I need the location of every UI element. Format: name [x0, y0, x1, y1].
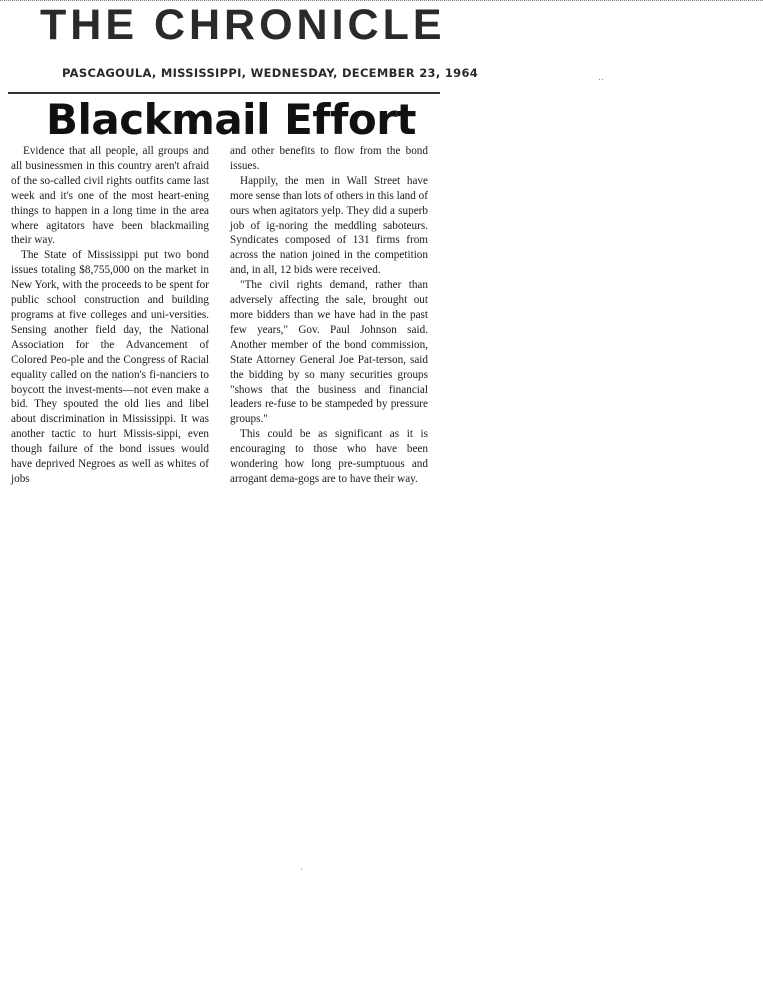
- article-column-left: [11, 144, 209, 487]
- paragraph: Evidence that all people, all groups and all businessmen in this country aren't afraid of the so-called civil rights outfits came last week and it's one of the most heart-ening things to happen in a long time in the area where agitators have been blackmailing their way.: [11, 145, 209, 247]
- article-column-right: [230, 144, 428, 487]
- paragraph: This could be as significant as it is encouraging to those who have been wondering how long pre-sumptuous and arrogant dema-gogs are to have their way.: [230, 428, 428, 485]
- paragraph: and other benefits to flow from the bond issues.: [230, 145, 428, 172]
- dateline: PASCAGOULA, MISSISSIPPI, WEDNESDAY, DECEMBER 23, 1964: [62, 66, 479, 80]
- headline-rule: [8, 92, 440, 94]
- scan-speck: ․․: [598, 73, 605, 83]
- newspaper-masthead: THE CHRONICLE: [40, 1, 446, 49]
- article-headline: Blackmail Effort: [46, 95, 416, 144]
- paragraph: The State of Mississippi put two bond issues totaling $8,755,000 on the market in New York, with the proceeds to be spent for public school construction and building programs at five colleges and uni-versities. Sensing another field day, the National Association for the Advancement of Colored Peo-ple and the Congress of Racial equality called on the nation's fi-nanciers to boycott the invest-ments—not even make a bid. They spouted the old lies and libel about discrimination in Mississippi. It was another tactic to hurt Missis-sippi, even though failure of the bond issues would have deprived Negroes as well as whites of jobs: [11, 249, 209, 485]
- paragraph: Happily, the men in Wall Street have more sense than lots of others in this land of ours when agitators yelp. They did a superb job of ig-noring the meddling saboteurs. Syndicates composed of 131 firms from across the nation joined in the competition and, in all, 12 bids were received.: [230, 174, 428, 277]
- paragraph: "The civil rights demand, rather than adversely affecting the sale, brought out more bidders than we have had in the past few years," Gov. Paul Johnson said. Another member of the bond commission, State Attorney General Joe Pat-terson, said the bidding by so many securities groups "shows that the business and financial leaders re-fuse to be stampeded by pressure groups.": [230, 279, 428, 426]
- scan-speck: [301, 868, 302, 870]
